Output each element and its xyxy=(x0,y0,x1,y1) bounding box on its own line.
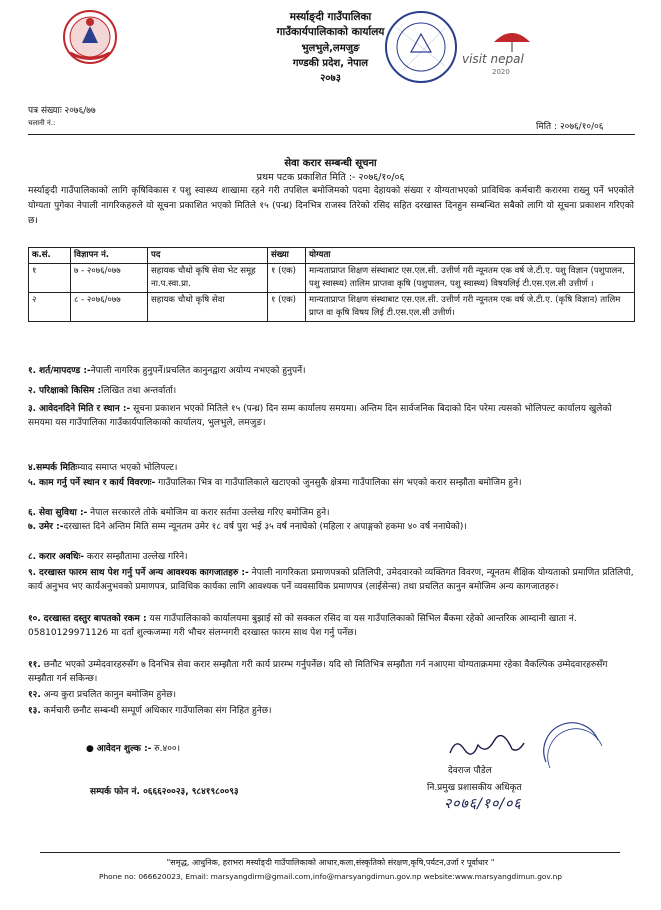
item-text: नेपाली नागरिकता प्रमाणपत्रको प्रतिलिपी, उमेदवारको व्यक्तिगत विवरण, न्यूनतम शैक्षिक योग्यताको प्रमाणित प्रतिलिपी, कार्य अनुभव भए कार्यअनुभवको प्रमाणपत्र, प्राविधिक कार्यका लागि आवश्यक पर्ने व्यवसायिक प्रमाणपत्र (लाईसेन्स) तथा प्रचलित कानुन बमोजिम अन्य कागजातहरु। xyxy=(28,568,634,592)
footer-contact: Phone no: 066620023, Email: marsyangdirm@gmail.com,info@marsyangdimun.gov.np website:www.marsyangdimun.gov.np xyxy=(99,872,562,881)
item-2 xyxy=(28,384,634,398)
header-advertisement-no: विज्ञापन नं. xyxy=(71,248,148,264)
fee-label: आवेदन शुल्क :- xyxy=(96,744,152,754)
contact-value: ०६६६२००२३, ९८४१९८००९३ xyxy=(143,787,239,797)
item-number: १३. xyxy=(28,706,41,716)
item-4 xyxy=(28,461,634,475)
item-text: नेपाली नागरिक हुनुपर्ने।प्रचलित कानुनद्वारा अयोग्य नभएको हुनुपर्ने। xyxy=(90,366,306,376)
footer-divider xyxy=(40,852,620,853)
item-1 xyxy=(28,364,634,378)
office-name: गाउँकार्यपालिकाको कार्यालय xyxy=(276,26,385,38)
bullet-icon: ● xyxy=(86,744,94,754)
cell-count: १ (एक) xyxy=(268,264,306,293)
item-13 xyxy=(28,704,634,718)
notice-subtitle: प्रथम पटक प्रकाशित मिति :- २०७६/१०/०६ xyxy=(256,172,405,183)
header-sn: क.सं. xyxy=(29,248,71,264)
cell-advertisement-no: ८ - २०७६/०७७ xyxy=(71,293,148,322)
office-location: भुलभुले,लमजुङ xyxy=(301,43,360,54)
stamp-seal-icon xyxy=(540,722,604,786)
cell-post: सहायक चौथो कृषि सेवा xyxy=(148,293,268,322)
item-8 xyxy=(28,550,634,564)
item-label: दरखास्त दस्तुर बापतको रकम : xyxy=(43,614,147,624)
item-number: ८. xyxy=(28,552,37,562)
cell-qualification: मान्यताप्राप्त शिक्षण संस्थाबाट एस.एल.सी. उत्तीर्ण गरी न्यूनतम एक वर्ष जे.टी.ए. (कृषि विज्ञान) तालिम प्राप्त वा कृषि विषय लिई टी.एस.एल.सी उत्तीर्ण। xyxy=(306,293,635,322)
vacancy-table xyxy=(28,247,635,322)
umbrella-icon xyxy=(492,30,532,52)
item-number: १. xyxy=(28,366,37,376)
item-text: कर्मचारी छनौट सम्बन्धी सम्पूर्ण अधिकार गाउँपालिका संग निहित हुनेछ। xyxy=(43,706,272,716)
cell-advertisement-no: ७ - २०७६/०७७ xyxy=(71,264,148,293)
table-header-row xyxy=(29,248,635,264)
item-number: ११. xyxy=(28,660,41,670)
item-number: ९. xyxy=(28,568,37,578)
cell-count: १ (एक) xyxy=(268,293,306,322)
notice-title: सेवा करार सम्बन्धी सूचना xyxy=(284,158,377,169)
header-divider xyxy=(28,134,635,135)
item-9 xyxy=(28,566,634,594)
item-label: काम गर्नु पर्ने स्थान र कार्य विवरणः- xyxy=(38,478,156,488)
org-name: मर्स्याङ्दी गाउँपालिका xyxy=(289,11,372,23)
application-fee xyxy=(86,741,180,754)
item-label: दरखास्त फारम साथ पेश गर्नु पर्ने अन्य आवश्यक कागजातहरु :- xyxy=(38,568,249,578)
established-year: २०७३ xyxy=(320,73,341,84)
item-number: ६. xyxy=(28,508,37,518)
item-label: सेवा सुविधा :- xyxy=(38,508,88,518)
item-number: २. xyxy=(28,386,37,396)
cell-post: सहायक चौथो कृषि सेवा भेट समूह ना.प.स्वा.प्रा. xyxy=(148,264,268,293)
item-text: छनौट भएको उम्मेदवारहरुसँग ७ दिनभित्र सेवा करार सम्झौता गरी कार्य प्रारम्भ गर्नुपर्नेछ। यदि सो मितिभित्र सम्झौता गर्न नआएमा योग्यताक्रममा रहेका वैकल्पिक उम्मेदवारहरुसँग सम्झौता गर्न सकिन्छ। xyxy=(28,660,608,684)
item-number: १२. xyxy=(28,690,41,700)
table-row xyxy=(29,293,635,322)
contact-phone xyxy=(90,784,239,797)
item-number: ७. xyxy=(28,522,37,532)
item-11 xyxy=(28,658,634,686)
handwritten-signature xyxy=(446,735,526,759)
item-text: सूचना प्रकाशन भएको मितिले १५ (पन्ध्र) दिन सम्म कार्यालय समयमा। अन्तिम दिन सार्वजनिक बिदाको दिन परेमा त्यसको भोलिपल्ट कार्यालय खुलेको समयमा यस गाउँपालिका गाउँकार्यपालिकाको कार्यालय, भुलभुले, लमजुङ। xyxy=(28,404,612,428)
item-label: उमेर :- xyxy=(38,522,64,532)
item-3 xyxy=(28,402,634,430)
cell-sn: १ xyxy=(29,264,71,293)
item-text: म्याद समाप्त भएको भोलिपल्ट। xyxy=(77,463,178,473)
date-value: २०७६/१०/०६ xyxy=(559,122,604,132)
item-7 xyxy=(28,520,634,534)
signatory-name: देवराज पौडेल xyxy=(448,766,492,776)
item-10 xyxy=(28,612,634,640)
cell-qualification: मान्यताप्राप्त शिक्षण संस्थाबाट एस.एल.सी. उत्तीर्ण गरी न्यूनतम एक वर्ष जे.टी.ए. पशु विज्ञान (पशुपालन, पशु स्वास्थ्य) तालिम प्राप्तवा कृषि (पशुपालन, पशु स्वास्थ्य) विषयलिई टी.एस.एल.सी उत्तीर्ण । xyxy=(306,264,635,293)
patra-value: २०७६/७७ xyxy=(64,106,96,116)
office-seal-stamp-icon xyxy=(383,8,459,86)
table-row xyxy=(29,264,635,293)
item-text: अन्य कुरा प्रचलित कानुन बमोजिम हुनेछ। xyxy=(43,690,177,700)
item-label: शर्त/मापदण्ड :- xyxy=(38,366,91,376)
fee-value: रु.४००। xyxy=(154,744,180,754)
notice-intro: मर्स्याङ्दी गाउँपालिकाको लागि कृषिविकास र पशु स्वास्थ्य शाखामा रहने गरी तपशिल बमोजिमको पदमा देहायको संख्या र योग्यताभएको प्राविधिक कर्मचारी करारमा राख्नु पर्ने भएकोले योग्यता पुगेका नेपाली नागरिकहरुले यो सूचना प्रकाशित भएको मितिले १५ (पन्ध्र) दिनभित्र राजस्व तिरेको रसिद सहित दरखास्त दिनहुन सम्बन्धित सबैको लागि यो सूचना प्रकाशन गरिएको छ। xyxy=(28,186,634,226)
item-text: करार सम्झौतामा उल्लेख गरिने। xyxy=(86,552,188,562)
footer-slogan: "समृद्ध, आधुनिक, हराभरा मर्स्याङ्दी गाउँपालिकाको आधार,कला,संस्कृतिको संरक्षण,कृषि,पर्यटन,उर्जा र पूर्वाधार " xyxy=(166,858,495,867)
chalani-number: चलानी नं.: xyxy=(28,119,56,127)
signatory-title: नि.प्रमुख प्रशासकीय अधिकृत xyxy=(427,783,522,793)
header-qualification: योग्यता xyxy=(306,248,635,264)
item-number: १०. xyxy=(28,614,41,624)
item-text: यस गाउँपालिकाको कार्यालयमा बुझाई सो को सक्कल रसिद वा यस गाउँपालिकाको सिभिल बैंकमा रहेको आन्तरिक आम्दानी खाता नं. 05810129971126 मा दर्ता शुल्कजम्मा गरी भौचर संलग्नगरी दरखास्त फारम साथ पेश गर्नु पर्नेछ। xyxy=(28,614,577,638)
province: गण्डकी प्रदेश, नेपाल xyxy=(292,58,369,69)
visit-nepal-year: 2020 xyxy=(492,68,510,76)
header-count: संख्या xyxy=(268,248,306,264)
date-line xyxy=(536,119,603,132)
item-label: परिक्षाको किसिम : xyxy=(38,386,102,396)
visit-nepal-logo xyxy=(462,30,542,80)
item-text: दरखास्त दिने अन्तिम मिति सम्म न्यूनतम उमेर १८ वर्ष पुरा भई ३५ वर्ष ननाघेको (महिला र अपाङ्गको हकमा ४० वर्ष ननाघेको)। xyxy=(63,522,467,532)
item-text: नेपाल सरकारले तोके बमोजिम वा करार सर्तमा उल्लेख गरिए बमोजिम हुने। xyxy=(90,508,330,518)
contact-label: सम्पर्क फोन नं. xyxy=(90,787,140,797)
item-number: ३. xyxy=(28,404,37,414)
patra-sankhya xyxy=(28,103,96,116)
item-text: लिखित तथा अन्तर्वार्ता। xyxy=(101,386,177,396)
cell-sn: २ xyxy=(29,293,71,322)
item-text: गाउँपालिका भित्र वा गाउँपालिकाले खटाएको जुनसुकै क्षेत्रमा गाउँपालिका संग भएको करार सम्झौता बमोजिम हुने। xyxy=(158,478,522,488)
visit-nepal-text: visit nepal xyxy=(462,52,524,66)
header-post: पद xyxy=(148,248,268,264)
item-6 xyxy=(28,506,634,520)
date-label: मिति : xyxy=(536,122,558,132)
item-5 xyxy=(28,476,634,490)
item-12 xyxy=(28,688,634,702)
item-label: करार अवधिः- xyxy=(38,552,85,562)
item-number: ४. xyxy=(28,463,37,473)
handwritten-date: २०७६/१०/०६ xyxy=(444,796,522,812)
item-label: सम्पर्क मितिः xyxy=(36,463,78,473)
item-number: ५. xyxy=(28,478,37,488)
patra-label: पत्र संख्याः xyxy=(28,106,62,116)
item-label: आवेदनदिने मिति र स्थान :- xyxy=(38,404,131,414)
